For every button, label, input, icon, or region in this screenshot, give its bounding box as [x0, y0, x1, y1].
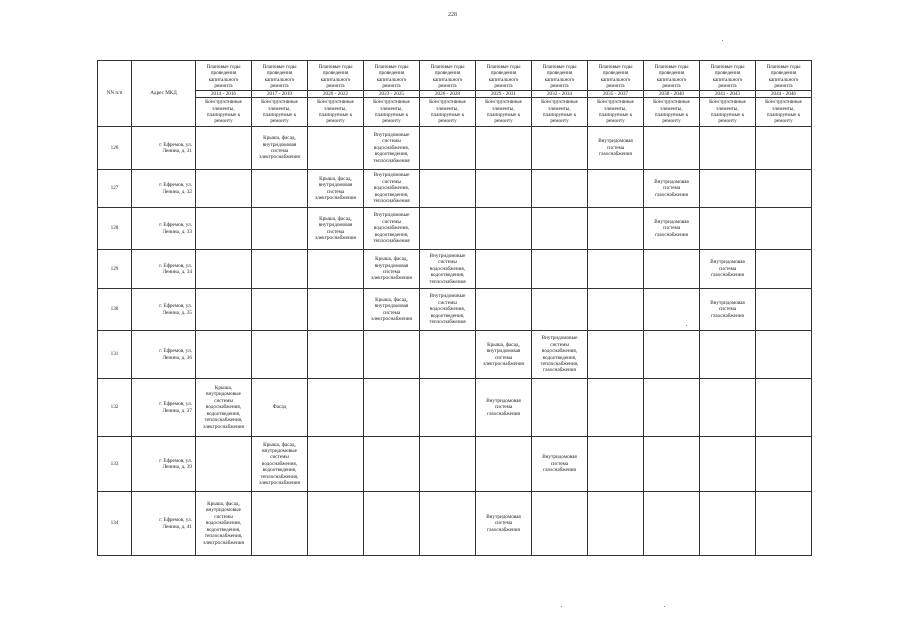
repair-elements-cell [644, 250, 700, 289]
repair-elements-cell [644, 492, 700, 556]
column-header-num: NN п/п [98, 61, 132, 127]
elements-subheader: Конструктивные элементы, планируемые к ремонту [644, 98, 700, 127]
period-years: 2044 - 2046 [756, 90, 811, 97]
page-number: 228 [448, 12, 457, 18]
table-row [98, 127, 812, 170]
repair-elements-cell [252, 289, 308, 331]
period-header [420, 61, 476, 98]
repair-elements-cell [364, 379, 420, 437]
row-number: 130 [98, 289, 132, 331]
period-years: 2023 - 2025 [364, 90, 419, 97]
repair-elements-cell [420, 127, 476, 170]
repair-elements-cell [644, 331, 700, 379]
repair-elements-cell [644, 379, 700, 437]
elements-subheader: Конструктивные элементы, планируемые к ремонту [476, 98, 532, 127]
table-row [98, 492, 812, 556]
repair-elements-cell [420, 379, 476, 437]
repair-elements-cell [588, 289, 644, 331]
elements-subheader: Конструктивные элементы, планируемые к ремонту [532, 98, 588, 127]
repair-elements-cell [308, 331, 364, 379]
period-label: Плановые годы проведения капитального ремонта [654, 63, 689, 90]
repair-elements-cell: Крыша, фасад, внутридомовая система электроснабжения [252, 127, 308, 170]
row-address: г. Ефремов, ул. Ленина, д. 31 [132, 127, 196, 170]
repair-elements-cell [252, 492, 308, 556]
repair-elements-cell [308, 250, 364, 289]
period-label: Плановые годы проведения капитального ремонта [486, 63, 521, 90]
repair-elements-cell [252, 250, 308, 289]
repair-elements-cell [252, 208, 308, 250]
row-address: г. Ефремов, ул. Ленина, д. 34 [132, 250, 196, 289]
elements-subheader: Конструктивные элементы, планируемые к ремонту [756, 98, 812, 127]
repair-elements-cell: Крыша, фасад, внутридомовые системы водоснабжения, водоотведения, теплоснабжения, электроснабжения [252, 437, 308, 492]
repair-elements-cell [420, 208, 476, 250]
repair-elements-cell [196, 127, 252, 170]
period-years: 2026 - 2028 [420, 90, 475, 97]
row-number: 126 [98, 127, 132, 170]
repair-elements-cell: Внутридомовые системы водоснабжения, водоотведения, теплоснабжения [420, 250, 476, 289]
period-header [700, 61, 756, 98]
repair-elements-cell [476, 208, 532, 250]
table-row [98, 208, 812, 250]
repair-elements-cell [364, 437, 420, 492]
repair-elements-cell: Внутридомовая система газоснабжения [700, 250, 756, 289]
period-header [196, 61, 252, 98]
repair-elements-cell [588, 492, 644, 556]
repair-elements-cell [308, 289, 364, 331]
period-years: 2029 - 2031 [476, 90, 531, 97]
table-row [98, 379, 812, 437]
row-number: 127 [98, 170, 132, 208]
repair-elements-cell [532, 208, 588, 250]
period-label: Плановые годы проведения капитального ремонта [710, 63, 745, 90]
repair-elements-cell [364, 492, 420, 556]
repair-elements-cell [476, 170, 532, 208]
repair-elements-cell [532, 492, 588, 556]
repair-elements-cell [588, 170, 644, 208]
period-header [588, 61, 644, 98]
repair-elements-cell: Внутридомовые системы водоснабжения, водоотведения, теплоснабжения, газоснабжения [532, 331, 588, 379]
repair-elements-cell [700, 492, 756, 556]
period-label: Плановые годы проведения капитального ремонта [766, 63, 801, 90]
header-row [98, 61, 812, 98]
row-number: 132 [98, 379, 132, 437]
repair-elements-cell [700, 127, 756, 170]
repair-elements-cell [532, 127, 588, 170]
scan-speck [722, 40, 723, 41]
repair-elements-cell: Фасад [252, 379, 308, 437]
period-header [532, 61, 588, 98]
repair-elements-cell [644, 437, 700, 492]
period-header [644, 61, 700, 98]
repair-elements-cell [756, 289, 812, 331]
period-label: Плановые годы проведения капитального ремонта [430, 63, 465, 90]
column-header-address: Адрес МКД [132, 61, 196, 127]
row-address: г. Ефремов, ул. Ленина, д. 36 [132, 331, 196, 379]
elements-subheader: Конструктивные элементы, планируемые к ремонту [252, 98, 308, 127]
elements-subheader: Конструктивные элементы, планируемые к ремонту [364, 98, 420, 127]
repair-elements-cell [196, 250, 252, 289]
repair-elements-cell [700, 331, 756, 379]
repair-elements-cell: Внутридомовые системы водоснабжения, водоотведения, теплоснабжения [420, 289, 476, 331]
row-number: 128 [98, 208, 132, 250]
period-years: 2017 - 2019 [252, 90, 307, 97]
repair-elements-cell [756, 379, 812, 437]
repair-elements-cell: Внутридомовые системы водоснабжения, водоотведения, теплоснабжения [364, 127, 420, 170]
repair-elements-cell: Внутридомовая система газоснабжения [532, 437, 588, 492]
repair-elements-cell [756, 437, 812, 492]
table-row [98, 331, 812, 379]
repair-elements-cell [700, 379, 756, 437]
scan-speck [664, 606, 665, 607]
repair-elements-cell [756, 170, 812, 208]
repair-elements-cell [252, 331, 308, 379]
repair-elements-cell [476, 127, 532, 170]
repair-elements-cell: Внутридомовые системы водоснабжения, водоотведения, теплоснабжения [364, 208, 420, 250]
repair-elements-cell: Крыша, фасад, внутридомовая система электроснабжения [308, 170, 364, 208]
table-row [98, 250, 812, 289]
repair-elements-cell [196, 170, 252, 208]
repair-elements-cell [532, 170, 588, 208]
table-row [98, 170, 812, 208]
scan-speck [561, 606, 562, 607]
table-row [98, 289, 812, 331]
repair-elements-cell [364, 331, 420, 379]
period-label: Плановые годы проведения капитального ремонта [374, 63, 409, 90]
period-years: 2035 - 2037 [588, 90, 643, 97]
repair-elements-cell: Внутридомовая система газоснабжения [588, 127, 644, 170]
repair-elements-cell: Внутридомовая система газоснабжения [476, 379, 532, 437]
subheader-row [98, 98, 812, 127]
period-header [252, 61, 308, 98]
repair-elements-cell [700, 170, 756, 208]
repair-elements-cell [532, 379, 588, 437]
repair-elements-cell [700, 437, 756, 492]
repair-elements-cell: Внутридомовая система газоснабжения [644, 208, 700, 250]
period-label: Плановые годы проведения капитального ремонта [542, 63, 577, 90]
repair-elements-cell [476, 250, 532, 289]
repair-elements-cell: Крыша, фасад, внутридомовая система электроснабжения [476, 331, 532, 379]
repair-elements-cell [308, 127, 364, 170]
row-address: г. Ефремов, ул. Ленина, д. 37 [132, 379, 196, 437]
row-address: г. Ефремов, ул. Ленина, д. 39 [132, 437, 196, 492]
repair-elements-cell [756, 208, 812, 250]
period-label: Плановые годы проведения капитального ремонта [262, 63, 297, 90]
period-label: Плановые годы проведения капитального ремонта [206, 63, 241, 90]
repair-elements-cell: Крыша, фасад, внутридомовая система электроснабжения [308, 208, 364, 250]
row-number: 133 [98, 437, 132, 492]
row-address: г. Ефремов, ул. Ленина, д. 32 [132, 170, 196, 208]
period-years: 2041 - 2043 [700, 90, 755, 97]
repair-elements-cell [644, 289, 700, 331]
repair-elements-cell [756, 250, 812, 289]
repair-elements-cell [756, 492, 812, 556]
repair-elements-cell [700, 208, 756, 250]
repair-elements-cell [756, 331, 812, 379]
row-number: 129 [98, 250, 132, 289]
period-header [308, 61, 364, 98]
repair-elements-cell [588, 379, 644, 437]
repair-elements-cell [252, 170, 308, 208]
capital-repair-plan-table [97, 60, 812, 556]
repair-elements-cell [196, 208, 252, 250]
period-label: Плановые годы проведения капитального ремонта [598, 63, 633, 90]
repair-elements-cell [196, 437, 252, 492]
row-address: г. Ефремов, ул. Ленина, д. 41 [132, 492, 196, 556]
elements-subheader: Конструктивные элементы, планируемые к ремонту [700, 98, 756, 127]
period-years: 2038 - 2040 [644, 90, 699, 97]
row-address: г. Ефремов, ул. Ленина, д. 33 [132, 208, 196, 250]
period-years: 2032 - 2034 [532, 90, 587, 97]
repair-elements-cell [196, 331, 252, 379]
repair-elements-cell [644, 127, 700, 170]
repair-elements-cell [308, 379, 364, 437]
repair-elements-cell: Внутридомовые системы водоснабжения, водоотведения, теплоснабжения [364, 170, 420, 208]
repair-elements-cell [532, 289, 588, 331]
elements-subheader: Конструктивные элементы, планируемые к ремонту [308, 98, 364, 127]
repair-elements-cell [588, 437, 644, 492]
row-address: г. Ефремов, ул. Ленина, д. 35 [132, 289, 196, 331]
repair-elements-cell: Крыша, фасад, внутридомовая система электроснабжения [364, 289, 420, 331]
repair-elements-cell: Крыша, фасад, внутридомовая система электроснабжения [364, 250, 420, 289]
table-row [98, 437, 812, 492]
repair-elements-cell [308, 492, 364, 556]
repair-elements-cell [588, 250, 644, 289]
repair-elements-cell [420, 170, 476, 208]
repair-elements-cell: Внутридомовая система газоснабжения [700, 289, 756, 331]
period-header [476, 61, 532, 98]
repair-elements-cell [588, 208, 644, 250]
elements-subheader: Конструктивные элементы, планируемые к ремонту [588, 98, 644, 127]
elements-subheader: Конструктивные элементы, планируемые к ремонту [196, 98, 252, 127]
row-number: 131 [98, 331, 132, 379]
period-years: 2014 - 2016 [196, 90, 251, 97]
elements-subheader: Конструктивные элементы, планируемые к ремонту [420, 98, 476, 127]
repair-elements-cell [588, 331, 644, 379]
repair-elements-cell: Внутридомовая система газоснабжения [644, 170, 700, 208]
scan-speck [686, 325, 687, 326]
period-header [756, 61, 812, 98]
repair-elements-cell [476, 437, 532, 492]
repair-elements-cell [420, 331, 476, 379]
row-number: 134 [98, 492, 132, 556]
repair-elements-cell [196, 289, 252, 331]
repair-elements-cell: Внутридомовая система газоснабжения [476, 492, 532, 556]
period-header [364, 61, 420, 98]
repair-elements-cell: Крыша, фасад, внутридомовые системы водоснабжения, водоотведения, теплоснабжения, электроснабжения [196, 492, 252, 556]
period-years: 2020 - 2022 [308, 90, 363, 97]
repair-elements-cell [420, 437, 476, 492]
period-label: Плановые годы проведения капитального ремонта [318, 63, 353, 90]
repair-elements-cell [532, 250, 588, 289]
repair-elements-cell [420, 492, 476, 556]
repair-elements-cell: Крыша, внутридомовые системы водоснабжения, водоотведения, теплоснабжения, электроснабжения [196, 379, 252, 437]
repair-elements-cell [476, 289, 532, 331]
repair-elements-cell [756, 127, 812, 170]
repair-elements-cell [308, 437, 364, 492]
